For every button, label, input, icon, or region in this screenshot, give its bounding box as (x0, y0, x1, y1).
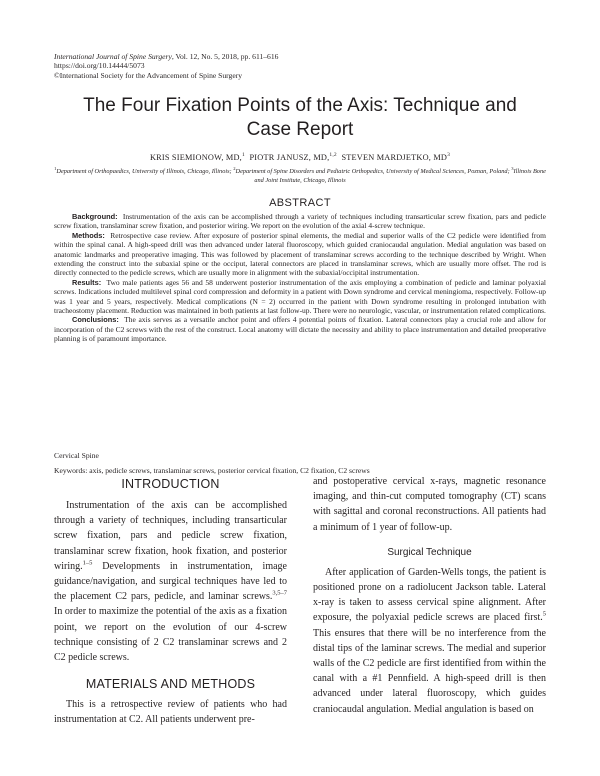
abstract-label: Results: (72, 277, 102, 287)
abstract-results (54, 278, 546, 316)
author-name: STEVEN MARDJETKO, MD (341, 152, 448, 162)
body-column-right (313, 474, 546, 717)
body-column-left (54, 474, 287, 728)
abstract-text: The axis serves as a versatile anchor point and offers 4 potential points of fixation. Lateral connectors play a crucial role and allow for incorporation of the C2 screws with the rest of the construct. Local anatomy will dictate the necessity and ability to place instrumentation and detailed preoperative planning is of paramount importance. (54, 315, 546, 344)
abstract-text: Retrospective case review. After exposure of posterior spinal elements, the medial and superior walls of the C2 pedicle were identified from within the spinal canal. A high-speed drill was then advanced under lateral fluoroscopy, which guided craniocaudal angulation. Medial angulation was based on anatomic landmarks and preoperative imaging. This was followed by placement of translaminar screws according to the technique described by Wright. When extending the construct into the subaxial spine or the occiput, lateral connectors are placed in translaminar screws, which are usually more offset. The rod is directly connected to the pedicle screws, which are usually more in alignment with the subaxial/occipital instrumentation. (54, 230, 546, 278)
keywords: Keywords: axis, pedicle screws, translaminar screws, posterior cervical fixation, C2 fixation, C2 screws (54, 466, 370, 475)
citation-ref[interactable]: 5 (542, 611, 546, 619)
abstract-body (54, 212, 546, 344)
author-affiliation-mark: 1 (241, 152, 245, 158)
author-list (30, 152, 570, 162)
affiliation-mark: 2 (233, 166, 236, 171)
affiliation-text: Department of Spine Disorders and Pediatric Orthopedics, University of Medical Sciences, Poznan, Poland (235, 168, 508, 176)
affiliation-text: Department of Orthopaedics, University of Illinois, Chicago, Illinois (56, 168, 230, 176)
body-paragraph (313, 565, 546, 717)
affiliations: $^1$Department of Orthopaedics, University of Illinois, Chicago, Illinois; $^2$Department of Spine Disorders and Pediatric Orthopedics, University of Medical Sciences, Poznan, Poland; $^3$Illinois Bone and Joint Institute, Chicago, Illinois (54, 166, 546, 184)
affiliation-text: Illinois Bone and Joint Institute, Chicago, Illinois (254, 168, 546, 184)
affiliation-mark: 3 (511, 166, 514, 171)
journal-citation (54, 52, 278, 61)
subsection-heading: Surgical Technique (387, 546, 472, 558)
section-heading: INTRODUCTION (121, 477, 220, 491)
author-affiliation-mark: 3 (447, 152, 451, 158)
journal-issue: , Vol. 12, No. 5, 2018, pp. 611–616 (171, 52, 279, 61)
abstract-background (54, 212, 546, 231)
author-name: KRIS SIEMIONOW, MD, (149, 152, 242, 162)
paragraph-text: In order to maximize the potential of the axis as a fixation point, we report on the evolution of our 4-screw technique consisting of 2 C2 translaminar screws and 2 C2 pedicle screws. (54, 606, 287, 664)
paragraph-text: Developments in instrumentation, image guidance/navigation, and surgical techniques have led to the placement C2 pars, pedicle, and laminar screws. (54, 560, 287, 603)
paragraph-text: After application of Garden-Wells tongs, the patient is positioned prone on a radiolucent Jackson table. Lateral x-ray is taken to assess cervical spine alignment. After exposure, the polyaxial pedicle screws are placed first. (313, 566, 546, 624)
body-paragraph: and postoperative cervical x-rays, magnetic resonance imaging, and thin-cut computed tomography (CT) scans with sagittal and coronal reconstructions. All patients had a minimum of 1 year of follow-up. (313, 476, 546, 533)
article-title: The Four Fixation Points of the Axis: Technique and Case Report (83, 95, 517, 140)
abstract-label: Background: (72, 212, 118, 221)
author-affiliation-mark: 1,2 (329, 152, 337, 158)
body-paragraph (54, 498, 287, 665)
author-name: PIOTR JANUSZ, MD, (249, 152, 330, 162)
abstract-text: Instrumentation of the axis can be accomplished through a variety of techniques including transarticular screw fixation, pars and pedicle screw fixation, translaminar screw fixation, and posterior wiring. We report on the evolution of the axial 4-screw technique. (54, 212, 547, 231)
copyright: ©International Society for the Advancement of Spine Surgery (54, 70, 243, 80)
abstract-label: Methods: (72, 230, 105, 240)
affiliation-mark: 1 (54, 166, 57, 171)
abstract-text: Two male patients ages 56 and 58 underwent posterior instrumentation of the axis employing a combination of pedicle and laminar polyaxial screws. Indications included multilevel spinal cord compression and deformity in a patient with Down syndrome and cervical meningioma, respectively. Follow-up was 1 year and 5 years, respectively. Medical complications (N = 2) occurred in the patient with Down syndrome resulting in prolonged intubation with tracheostomy placement. Reduction was maintained in both patients at last follow-up. There were no neurologic, vascular, or instrumentation related complications. (54, 277, 546, 316)
doi-link[interactable]: https://doi.org/10.14444/5073 (54, 61, 145, 71)
abstract-conclusions (54, 315, 546, 343)
abstract-methods (54, 231, 546, 278)
journal-name: International Journal of Spine Surgery (54, 52, 172, 61)
journal-header (54, 52, 278, 80)
paragraph-text: This ensures that there will be no interference from the distal tips of the laminar screws. The medial and superior walls of the C2 pedicle are first identified from within the canal with a #1 Pennfield. A high-speed drill is then advanced under lateral fluoroscopy, which guides craniocaudal angulation. Medial angulation is based on (313, 627, 546, 715)
abstract-label: Conclusions: (72, 315, 119, 325)
article-category: Cervical Spine (54, 451, 99, 460)
citation-ref[interactable]: 3,5–7 (272, 589, 287, 597)
citation-ref[interactable]: 1–5 (82, 559, 93, 567)
section-heading: MATERIALS AND METHODS (85, 677, 256, 692)
body-paragraph: This is a retrospective review of patients who had instrumentation at C2. All patients underwent pre- (54, 699, 287, 726)
abstract-heading: ABSTRACT (269, 197, 331, 209)
paragraph-text: Instrumentation of the axis can be accomplished through a variety of techniques, including transarticular screw fixation, pars and pedicle screw fixation, translaminar screw fixation, hook fixation, and posterior wiring. (54, 500, 287, 572)
